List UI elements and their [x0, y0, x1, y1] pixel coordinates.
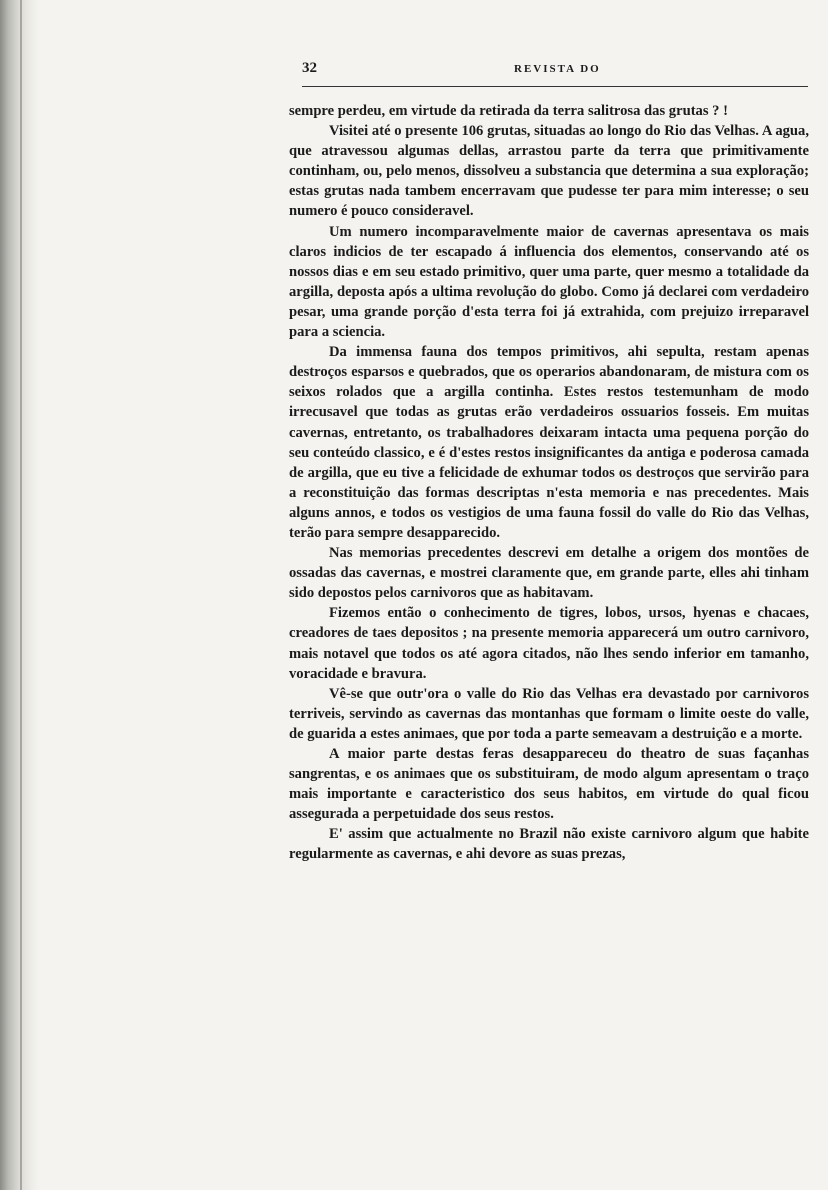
paragraph-3: Um numero incomparavelmente maior de cavernas apresentava os mais claros indicios de ter escapado á influencia dos elementos, conservando até os nossos dias e em seu estado primitivo, quer uma parte, quer mesmo a totalidade da argilla, deposta após a ultima revolução do globo. Como já declarei com verdadeiro pesar, uma grande porção d'esta terra foi já extrahida, com prejuizo irreparavel para a sciencia.	[289, 223, 809, 341]
header-rule	[302, 86, 808, 87]
paragraph-5: Nas memorias precedentes descrevi em detalhe a origem dos montões de ossadas das cavernas, e mostrei claramente que, em grande parte, elles ahi tinham sido depostos pelos carnivoros que as habitavam.	[289, 545, 809, 602]
paragraph-6: Fizemos então o conhecimento de tigres, lobos, ursos, hyenas e chacaes, creadores de taes depositos ; na presente memoria apparecerá um outro carnivoro, mais notavel que todos os até agora citados, não lhes sendo inferior em tamanho, voracidade e bravura.	[289, 605, 809, 682]
book-spine-shadow	[0, 0, 38, 1190]
page-header	[302, 60, 808, 86]
paragraph-2: Visitei até o presente 106 grutas, situadas ao longo do Rio das Velhas. A agua, que atravessou algumas dellas, arrastou parte da terra que primitivamente continham, ou, pelo menos, dissolveu a substancia que determina a sua exploração; estas grutas nada tambem encerravam que pudesse ter para mim interesse; o seu numero é pouco consideravel.	[289, 123, 809, 220]
paragraph-9: E' assim que actualmente no Brazil não existe carnivoro algum que habite regularmente as cavernas, e ahi devore as suas prezas,	[289, 826, 809, 863]
paragraph-8: A maior parte destas feras desappareceu do theatro de suas façanhas sangrentas, e os animaes que os substituiram, de modo algum apresentam o traço mais importante e caracteristico dos seus habitos, em virtude do qual ficou assegurada a perpetuidade dos seus restos.	[289, 746, 809, 823]
paragraph-7: Vê-se que outr'ora o valle do Rio das Velhas era devastado por carnivoros terriveis, servindo as cavernas das montanhas que formam o limite oeste do valle, de guarida a estes animaes, que por toda a parte semeavam a destruição e a morte.	[289, 685, 809, 742]
running-title: REVISTA DO	[514, 63, 601, 75]
paragraph-1: sempre perdeu, em virtude da retirada da terra salitrosa das grutas ? !	[289, 103, 728, 119]
binding-edge	[20, 0, 22, 1190]
body-text	[289, 101, 809, 865]
page-number: 32	[302, 60, 317, 76]
paragraph-4: Da immensa fauna dos tempos primitivos, ahi sepulta, restam apenas destroços esparsos e quebrados, que os operarios abandonaram, de mistura com os seixos rolados que a argilla continha. Estes restos testemunham de modo irrecusavel que todas as grutas erão verdadeiros ossuarios fosseis. Em muitas cavernas, entretanto, os trabalhadores deixaram intacta uma pequena porção do seu conteúdo classico, e é d'estes restos insignificantes da antiga e poderosa camada de argilla, que eu tive a felicidade de exhumar todos os destroços que servirão para a reconstituição das formas descriptas n'esta memoria e nas precedentes. Mais alguns annos, e todos os vestigios de uma fauna fossil do valle do Rio das Velhas, terão para sempre desapparecido.	[289, 344, 809, 541]
